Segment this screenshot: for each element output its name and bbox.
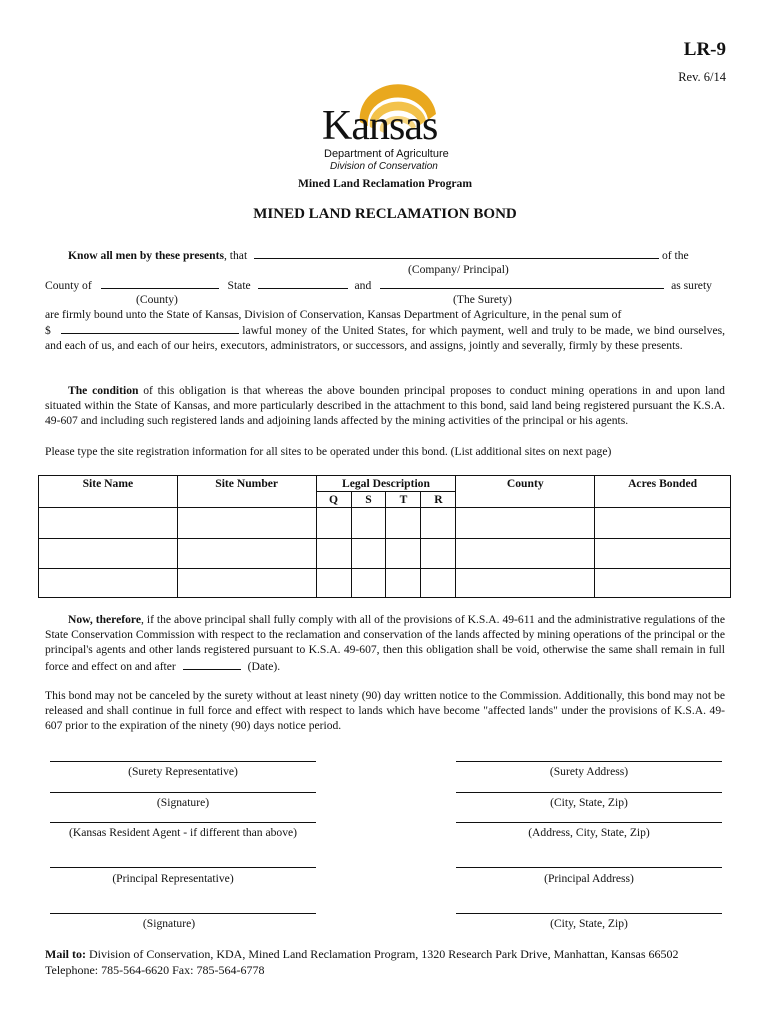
surety-address-line[interactable] bbox=[456, 761, 722, 762]
acres-cell[interactable] bbox=[595, 569, 731, 598]
company-principal-field[interactable] bbox=[254, 247, 659, 259]
header-r: R bbox=[421, 492, 456, 508]
surety-field[interactable] bbox=[380, 277, 664, 289]
mail-to-line bbox=[45, 947, 745, 962]
effective-date-field[interactable] bbox=[183, 658, 241, 670]
table-row bbox=[39, 569, 731, 598]
county-caption: (County) bbox=[136, 293, 178, 306]
state-label: State bbox=[227, 279, 251, 292]
signature-1-line[interactable] bbox=[50, 792, 316, 793]
mail-to-address: Division of Conservation, KDA, Mined Land Reclamation Program, 1320 Research Park Drive, Manhattan, Kansas 66502 bbox=[86, 947, 679, 961]
company-caption: (Company/ Principal) bbox=[408, 263, 509, 276]
penal-sum-field[interactable] bbox=[61, 322, 239, 334]
principal-address-line[interactable] bbox=[456, 867, 722, 868]
site-instructions: Please type the site registration information for all sites to be operated under this bond. (List additional sites on next page) bbox=[45, 445, 612, 458]
county-field[interactable] bbox=[101, 277, 219, 289]
t-cell[interactable] bbox=[386, 539, 421, 569]
q-cell[interactable] bbox=[316, 539, 351, 569]
acres-cell[interactable] bbox=[595, 508, 731, 539]
money-text: lawful money of the United States, for which payment, well and truly to be made, we bind ourselves, and each of us, and each of our heirs, executors, administrators, or successors, and assigns, jointly and severally, firmly by these presents. bbox=[45, 324, 726, 353]
as-surety-label: as surety bbox=[671, 279, 712, 292]
address-city-line[interactable] bbox=[456, 822, 722, 823]
s-cell[interactable] bbox=[351, 508, 386, 539]
dollar-sign: $ bbox=[45, 324, 51, 337]
city-state-zip-1-label: (City, State, Zip) bbox=[550, 796, 628, 809]
resident-agent-line[interactable] bbox=[50, 822, 316, 823]
county-of-label: County of bbox=[45, 279, 92, 292]
county-cell[interactable] bbox=[456, 539, 595, 569]
header-legal-description: Legal Description bbox=[316, 476, 456, 492]
county-cell[interactable] bbox=[456, 569, 595, 598]
header-site-number: Site Number bbox=[177, 476, 316, 508]
date-caption: (Date). bbox=[247, 659, 281, 673]
address-city-label: (Address, City, State, Zip) bbox=[528, 826, 650, 839]
now-therefore-paragraph bbox=[45, 612, 725, 674]
now-therefore-bold: Now, therefore bbox=[68, 613, 142, 626]
logo-department: Department of Agriculture bbox=[324, 148, 449, 160]
table-row bbox=[39, 539, 731, 569]
kansas-logo bbox=[318, 84, 458, 184]
q-cell[interactable] bbox=[316, 569, 351, 598]
logo-wordmark: Kansas bbox=[322, 103, 438, 149]
header-county: County bbox=[456, 476, 595, 508]
t-cell[interactable] bbox=[386, 569, 421, 598]
money-paragraph bbox=[45, 322, 725, 353]
bound-line: are firmly bound unto the State of Kansas, Division of Conservation, Kansas Department of Agriculture, in the penal sum of bbox=[45, 308, 622, 321]
condition-paragraph bbox=[45, 383, 725, 429]
header-q: Q bbox=[316, 492, 351, 508]
site-number-cell[interactable] bbox=[177, 569, 316, 598]
sites-table bbox=[38, 475, 731, 598]
condition-bold: The condition bbox=[68, 384, 139, 397]
know-all-rest: , that bbox=[223, 249, 248, 262]
signature-2-label: (Signature) bbox=[142, 917, 196, 930]
site-name-cell[interactable] bbox=[39, 569, 178, 598]
surety-rep-line[interactable] bbox=[50, 761, 316, 762]
county-line bbox=[45, 277, 735, 293]
condition-text: of this obligation is that whereas the above bounden principal proposes to conduct mining operations in and upon land situated within the State of Kansas, and more particularly described in the attachment to this bond, said land being registered pursuant the K.S.A. 49-607 and including such registered lands and adjoining lands affected by the mining activities of the principal or his agents. bbox=[45, 384, 725, 428]
form-revision: Rev. 6/14 bbox=[678, 70, 726, 84]
site-name-cell[interactable] bbox=[39, 508, 178, 539]
county-cell[interactable] bbox=[456, 508, 595, 539]
r-cell[interactable] bbox=[421, 539, 456, 569]
and-label: and bbox=[354, 279, 372, 292]
site-number-cell[interactable] bbox=[177, 508, 316, 539]
t-cell[interactable] bbox=[386, 508, 421, 539]
signature-2-line[interactable] bbox=[50, 913, 316, 914]
of-the-text: of the bbox=[661, 249, 689, 262]
header-acres-bonded: Acres Bonded bbox=[595, 476, 731, 508]
site-name-cell[interactable] bbox=[39, 539, 178, 569]
header-site-name: Site Name bbox=[39, 476, 178, 508]
principal-address-label: (Principal Address) bbox=[544, 872, 634, 885]
telephone-line: Telephone: 785-564-6620 Fax: 785-564-6778 bbox=[45, 963, 265, 977]
logo-division: Division of Conservation bbox=[330, 161, 438, 172]
cancel-clause: This bond may not be canceled by the surety without at least ninety (90) day written notice to the Commission. Additionally, this bond may not be released and shall continue in full force and effect with respect to lands which have become "affected lands" under the provisions of K.S.A. 49-607 prior to the expiration of the ninety (90) days notice period. bbox=[45, 689, 725, 733]
city-state-zip-1-line[interactable] bbox=[456, 792, 722, 793]
principal-rep-label: (Principal Representative) bbox=[112, 872, 234, 885]
now-therefore-text: , if the above principal shall fully comply with all of the provisions of K.S.A. 49-611 and the administrative regulations of the State Conservation Commission with respect to the reclamation and conservation of the lands affected by mining operations of the principal or the principal's agents and other lands registered pursuant to K.S.A. 49-607, then this obligation shall be void, otherwise the same shall remain in full force and effect on and after bbox=[45, 613, 725, 673]
principal-rep-line[interactable] bbox=[50, 867, 316, 868]
r-cell[interactable] bbox=[421, 569, 456, 598]
city-state-zip-2-line[interactable] bbox=[456, 913, 722, 914]
state-field[interactable] bbox=[258, 277, 348, 289]
know-all-bold: Know all men by these presents bbox=[68, 249, 224, 262]
surety-rep-label: (Surety Representative) bbox=[128, 765, 238, 778]
city-state-zip-2-label: (City, State, Zip) bbox=[550, 917, 628, 930]
signature-1-label: (Signature) bbox=[156, 796, 210, 809]
mail-to-label: Mail to: bbox=[45, 947, 86, 961]
s-cell[interactable] bbox=[351, 569, 386, 598]
header-t: T bbox=[386, 492, 421, 508]
s-cell[interactable] bbox=[351, 539, 386, 569]
program-name: Mined Land Reclamation Program bbox=[297, 177, 472, 190]
surety-address-label: (Surety Address) bbox=[549, 765, 629, 778]
acres-cell[interactable] bbox=[595, 539, 731, 569]
surety-caption: (The Surety) bbox=[453, 293, 512, 306]
know-all-line bbox=[68, 247, 733, 263]
page-title: MINED LAND RECLAMATION BOND bbox=[253, 206, 517, 222]
form-id: LR-9 bbox=[683, 39, 726, 60]
q-cell[interactable] bbox=[316, 508, 351, 539]
resident-agent-label: (Kansas Resident Agent - if different than above) bbox=[68, 826, 298, 839]
table-row bbox=[39, 508, 731, 539]
site-number-cell[interactable] bbox=[177, 539, 316, 569]
r-cell[interactable] bbox=[421, 508, 456, 539]
header-s: S bbox=[351, 492, 386, 508]
